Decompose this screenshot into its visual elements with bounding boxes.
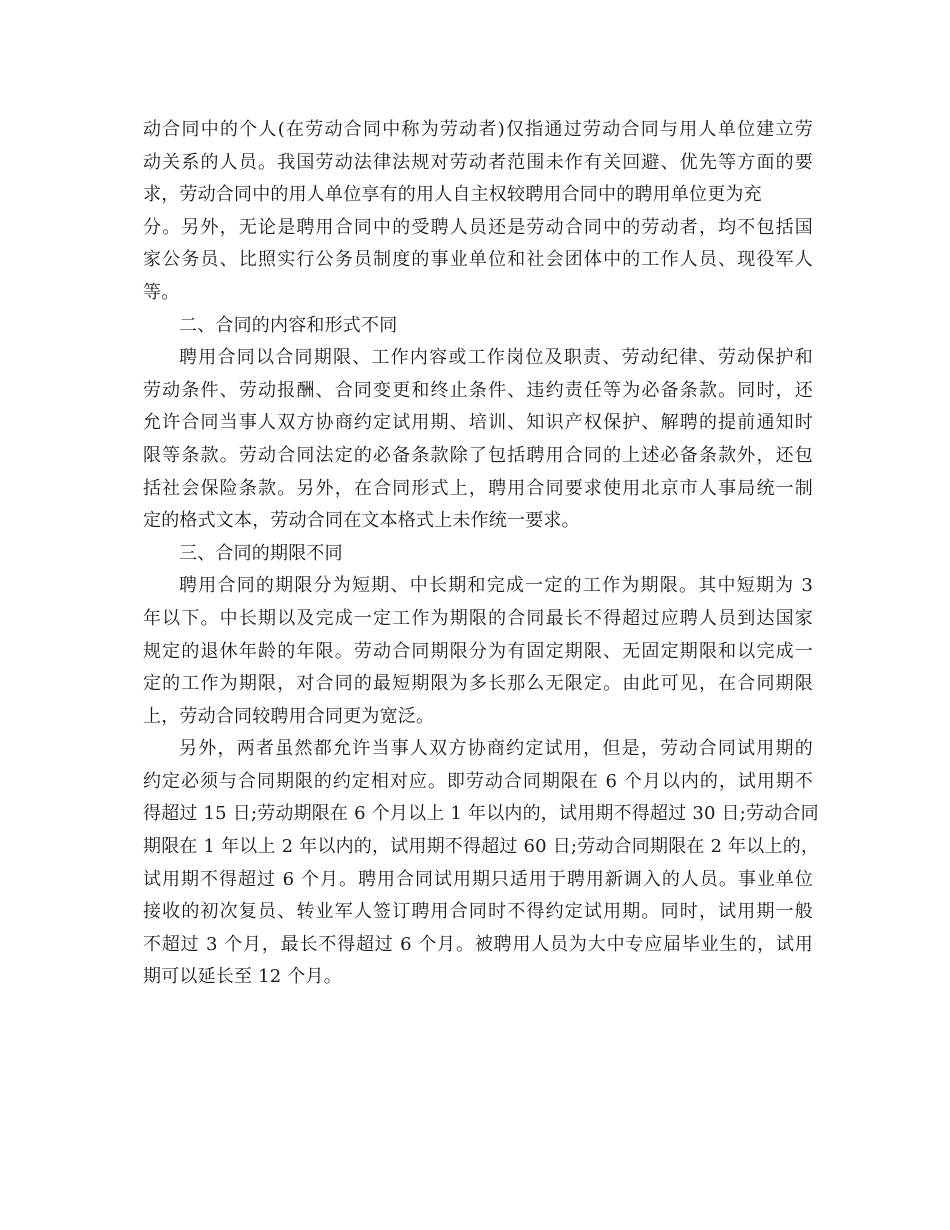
text-line: 得超过 15 日;劳动期限在 6 个月以上 1 年以内的，试用期不得超过 30 日;劳动合同 xyxy=(143,803,819,825)
text-line: 动关系的人员。我国劳动法律法规对劳动者范围未作有关回避、优先等方面的要 xyxy=(143,151,813,173)
text-line: 定的工作为期限，对合同的最短期限为多长那么无限定。由此可见，在合同期限 xyxy=(143,673,813,695)
text-line: 等。 xyxy=(143,281,180,303)
text-line: 劳动条件、劳动报酬、合同变更和终止条件、违约责任等为必备条款。同时，还 xyxy=(143,379,813,401)
text-line: 三、合同的期限不同 xyxy=(179,542,343,564)
text-line: 允许合同当事人双方协商约定试用期、培训、知识产权保护、解聘的提前通知时 xyxy=(143,412,813,434)
text-line: 求，劳动合同中的用人单位享有的用人自主权较聘用合同中的聘用单位更为充 xyxy=(143,184,762,206)
text-line: 聘用合同以合同期限、工作内容或工作岗位及职责、劳动纪律、劳动保护和 xyxy=(179,347,813,369)
text-line: 上，劳动合同较聘用合同更为宽泛。 xyxy=(143,705,435,727)
text-line: 期可以延长至 12 个月。 xyxy=(143,966,342,988)
text-line: 家公务员、比照实行公务员制度的事业单位和社会团体中的工作人员、现役军人 xyxy=(143,249,813,271)
text-line: 不超过 3 个月，最长不得超过 6 个月。被聘用人员为大中专应届毕业生的，试用 xyxy=(143,933,813,955)
text-line: 约定必须与合同期限的约定相对应。即劳动合同期限在 6 个月以内的，试用期不 xyxy=(143,770,813,792)
text-line: 试用期不得超过 6 个月。聘用合同试用期只适用于聘用新调入的人员。事业单位 xyxy=(143,868,813,890)
text-line: 期限在 1 年以上 2 年以内的，试用期不得超过 60 日;劳动合同期限在 2 年以上的， xyxy=(143,836,820,858)
text-line: 括社会保险条款。另外，在合同形式上，聘用合同要求使用北京市人事局统一制 xyxy=(143,477,813,499)
text-line: 分。另外，无论是聘用合同中的受聘人员还是劳动合同中的劳动者，均不包括国 xyxy=(143,216,813,238)
document-body xyxy=(143,114,820,994)
text-line: 动合同中的个人(在劳动合同中称为劳动者)仅指通过劳动合同与用人单位建立劳 xyxy=(143,119,813,140)
text-line: 规定的退休年龄的年限。劳动合同期限分为有固定期限、无固定期限和以完成一 xyxy=(143,640,813,662)
text-line: 二、合同的内容和形式不同 xyxy=(179,314,398,336)
text-line: 接收的初次复员、转业军人签订聘用合同时不得约定试用期。同时，试用期一般 xyxy=(143,901,813,923)
text-line: 限等条款。劳动合同法定的必备条款除了包括聘用合同的上述必备条款外，还包 xyxy=(143,444,813,466)
text-line: 聘用合同的期限分为短期、中长期和完成一定的工作为期限。其中短期为 3 xyxy=(179,575,813,597)
text-line: 年以下。中长期以及完成一定工作为期限的合同最长不得超过应聘人员到达国家 xyxy=(143,607,813,629)
text-line: 定的格式文本，劳动合同在文本格式上未作统一要求。 xyxy=(143,510,580,532)
text-line: 另外，两者虽然都允许当事人双方协商约定试用，但是，劳动合同试用期的 xyxy=(179,738,813,760)
